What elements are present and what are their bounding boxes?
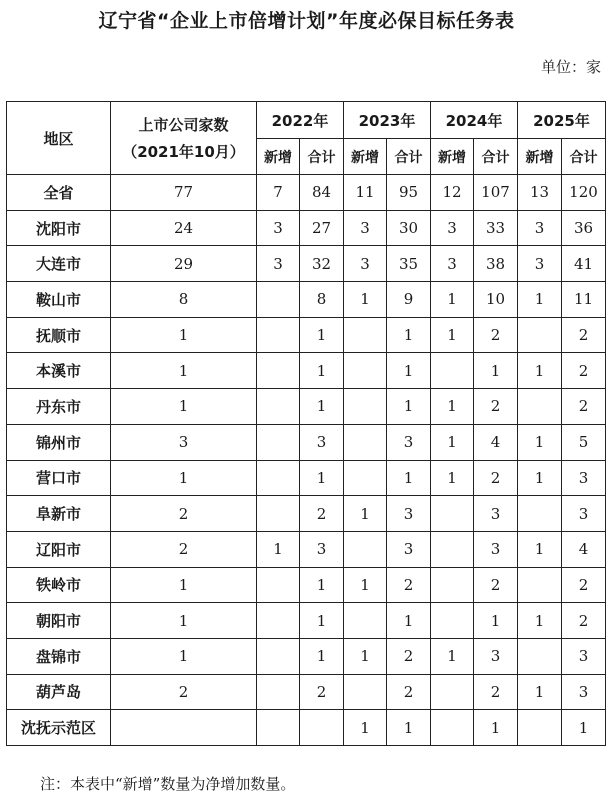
new-count-cell: 11 (344, 175, 387, 211)
header-new: 新增 (518, 139, 562, 175)
new-count-cell (518, 710, 562, 746)
header-listed-count (111, 102, 257, 175)
total-count-cell: 2 (474, 389, 518, 425)
new-count-cell: 3 (518, 210, 562, 246)
total-count-cell: 1 (474, 710, 518, 746)
total-count-cell: 3 (562, 460, 606, 496)
new-count-cell: 1 (344, 710, 387, 746)
new-count-cell: 12 (431, 175, 474, 211)
total-count-cell: 1 (387, 353, 431, 389)
new-count-cell (344, 424, 387, 460)
region-cell: 全省 (7, 175, 111, 211)
new-count-cell (518, 567, 562, 603)
new-count-cell: 1 (431, 282, 474, 318)
new-count-cell (518, 317, 562, 353)
header-year-2024: 2024年 (431, 102, 518, 139)
new-count-cell: 1 (518, 674, 562, 710)
total-count-cell: 30 (387, 210, 431, 246)
new-count-cell (431, 496, 474, 532)
total-count-cell: 1 (387, 317, 431, 353)
new-count-cell: 1 (431, 424, 474, 460)
new-count-cell: 1 (257, 531, 300, 567)
listed-count-cell: 1 (111, 603, 257, 639)
new-count-cell (344, 317, 387, 353)
total-count-cell: 2 (474, 674, 518, 710)
table-row (7, 389, 606, 425)
new-count-cell (431, 353, 474, 389)
total-count-cell: 4 (474, 424, 518, 460)
new-count-cell: 1 (518, 603, 562, 639)
region-cell: 鞍山市 (7, 282, 111, 318)
header-total: 合计 (474, 139, 518, 175)
listed-count-cell: 1 (111, 567, 257, 603)
table-row (7, 638, 606, 674)
total-count-cell (300, 710, 344, 746)
total-count-cell: 2 (562, 317, 606, 353)
region-cell: 抚顺市 (7, 317, 111, 353)
total-count-cell: 1 (300, 389, 344, 425)
header-total: 合计 (562, 139, 606, 175)
new-count-cell (344, 603, 387, 639)
total-count-cell: 2 (562, 603, 606, 639)
total-count-cell: 1 (300, 460, 344, 496)
new-count-cell: 3 (518, 246, 562, 282)
new-count-cell: 1 (344, 282, 387, 318)
listed-count-cell: 2 (111, 496, 257, 532)
new-count-cell: 1 (431, 389, 474, 425)
region-cell: 盘锦市 (7, 638, 111, 674)
total-count-cell: 1 (300, 567, 344, 603)
listed-count-cell: 2 (111, 531, 257, 567)
unit-label: 单位：家 (540, 58, 601, 76)
total-count-cell: 2 (562, 389, 606, 425)
new-count-cell: 3 (431, 246, 474, 282)
listed-count-cell: 24 (111, 210, 257, 246)
new-count-cell (257, 317, 300, 353)
total-count-cell: 1 (562, 710, 606, 746)
total-count-cell: 120 (562, 175, 606, 211)
footnote: 注：本表中“新增”数量为净增加数量。 (40, 775, 296, 793)
region-cell: 锦州市 (7, 424, 111, 460)
region-cell: 朝阳市 (7, 603, 111, 639)
new-count-cell: 3 (257, 246, 300, 282)
table-row (7, 210, 606, 246)
total-count-cell: 1 (300, 353, 344, 389)
total-count-cell: 1 (300, 638, 344, 674)
total-count-cell: 3 (474, 496, 518, 532)
total-count-cell: 36 (562, 210, 606, 246)
total-count-cell: 3 (300, 424, 344, 460)
new-count-cell (431, 567, 474, 603)
target-table (6, 101, 606, 746)
new-count-cell: 3 (431, 210, 474, 246)
total-count-cell: 32 (300, 246, 344, 282)
new-count-cell (257, 603, 300, 639)
header-year-2025: 2025年 (518, 102, 606, 139)
new-count-cell (344, 460, 387, 496)
total-count-cell: 1 (474, 353, 518, 389)
total-count-cell: 33 (474, 210, 518, 246)
new-count-cell (344, 389, 387, 425)
new-count-cell: 1 (431, 638, 474, 674)
total-count-cell: 10 (474, 282, 518, 318)
table-row (7, 282, 606, 318)
region-cell: 丹东市 (7, 389, 111, 425)
header-year-2022: 2022年 (257, 102, 344, 139)
total-count-cell: 3 (562, 674, 606, 710)
header-new: 新增 (257, 139, 300, 175)
total-count-cell: 3 (387, 496, 431, 532)
new-count-cell (344, 531, 387, 567)
new-count-cell (518, 389, 562, 425)
new-count-cell: 1 (518, 531, 562, 567)
total-count-cell: 1 (474, 603, 518, 639)
new-count-cell (257, 674, 300, 710)
total-count-cell: 1 (300, 603, 344, 639)
table-row (7, 710, 606, 746)
region-cell: 营口市 (7, 460, 111, 496)
total-count-cell: 3 (474, 531, 518, 567)
new-count-cell (257, 282, 300, 318)
new-count-cell: 1 (344, 638, 387, 674)
total-count-cell: 2 (300, 496, 344, 532)
header-new: 新增 (431, 139, 474, 175)
header-row-years (7, 102, 606, 139)
new-count-cell: 1 (344, 496, 387, 532)
region-cell: 大连市 (7, 246, 111, 282)
new-count-cell (257, 424, 300, 460)
total-count-cell: 3 (300, 531, 344, 567)
total-count-cell: 4 (562, 531, 606, 567)
new-count-cell (431, 603, 474, 639)
new-count-cell: 3 (257, 210, 300, 246)
new-count-cell: 1 (518, 460, 562, 496)
new-count-cell: 13 (518, 175, 562, 211)
total-count-cell: 107 (474, 175, 518, 211)
table-row (7, 424, 606, 460)
new-count-cell: 7 (257, 175, 300, 211)
new-count-cell (518, 638, 562, 674)
total-count-cell: 1 (387, 389, 431, 425)
listed-count-cell: 77 (111, 175, 257, 211)
total-count-cell: 2 (387, 674, 431, 710)
total-count-cell: 3 (387, 424, 431, 460)
table-body (7, 102, 606, 746)
new-count-cell: 3 (344, 246, 387, 282)
total-count-cell: 84 (300, 175, 344, 211)
total-count-cell: 2 (474, 567, 518, 603)
header-total: 合计 (387, 139, 431, 175)
listed-count-cell: 1 (111, 389, 257, 425)
table-row (7, 317, 606, 353)
listed-count-cell: 8 (111, 282, 257, 318)
new-count-cell: 1 (344, 567, 387, 603)
header-year-2023: 2023年 (344, 102, 431, 139)
total-count-cell: 2 (387, 638, 431, 674)
total-count-cell: 1 (387, 603, 431, 639)
total-count-cell: 2 (562, 567, 606, 603)
header-total: 合计 (300, 139, 344, 175)
listed-count-cell (111, 710, 257, 746)
total-count-cell: 27 (300, 210, 344, 246)
total-count-cell: 8 (300, 282, 344, 318)
total-count-cell: 9 (387, 282, 431, 318)
total-count-cell: 3 (562, 638, 606, 674)
total-count-cell: 95 (387, 175, 431, 211)
header-new: 新增 (344, 139, 387, 175)
table-row (7, 674, 606, 710)
new-count-cell (257, 460, 300, 496)
listed-count-cell: 29 (111, 246, 257, 282)
region-cell: 铁岭市 (7, 567, 111, 603)
total-count-cell: 1 (387, 460, 431, 496)
total-count-cell: 38 (474, 246, 518, 282)
region-cell: 沈抚示范区 (7, 710, 111, 746)
total-count-cell: 11 (562, 282, 606, 318)
listed-count-cell: 1 (111, 460, 257, 496)
listed-count-cell: 3 (111, 424, 257, 460)
total-count-cell: 41 (562, 246, 606, 282)
new-count-cell (257, 353, 300, 389)
page-title: 辽宁省“企业上市倍增计划”年度必保目标任务表 (98, 10, 515, 32)
region-cell: 沈阳市 (7, 210, 111, 246)
new-count-cell (257, 710, 300, 746)
region-cell: 葫芦岛 (7, 674, 111, 710)
listed-count-cell: 1 (111, 353, 257, 389)
total-count-cell: 35 (387, 246, 431, 282)
table-row (7, 246, 606, 282)
total-count-cell: 2 (562, 353, 606, 389)
total-count-cell: 2 (474, 460, 518, 496)
total-count-cell: 2 (300, 674, 344, 710)
new-count-cell (257, 638, 300, 674)
total-count-cell: 3 (562, 496, 606, 532)
region-cell: 本溪市 (7, 353, 111, 389)
new-count-cell (257, 496, 300, 532)
listed-count-cell: 1 (111, 638, 257, 674)
total-count-cell: 1 (387, 710, 431, 746)
total-count-cell: 5 (562, 424, 606, 460)
total-count-cell: 1 (300, 317, 344, 353)
new-count-cell (518, 496, 562, 532)
header-listed-line2: （2021年10月） (122, 143, 245, 161)
new-count-cell: 1 (518, 282, 562, 318)
table-row (7, 496, 606, 532)
new-count-cell (431, 531, 474, 567)
new-count-cell: 1 (518, 353, 562, 389)
listed-count-cell: 2 (111, 674, 257, 710)
header-listed-line1: 上市公司家数 (138, 116, 229, 134)
table-row (7, 603, 606, 639)
table-row (7, 531, 606, 567)
table-row (7, 353, 606, 389)
new-count-cell: 3 (344, 210, 387, 246)
region-cell: 辽阳市 (7, 531, 111, 567)
total-count-cell: 3 (474, 638, 518, 674)
new-count-cell (257, 389, 300, 425)
total-count-cell: 3 (387, 531, 431, 567)
listed-count-cell: 1 (111, 317, 257, 353)
new-count-cell: 1 (431, 317, 474, 353)
header-region: 地区 (7, 102, 111, 175)
new-count-cell: 1 (518, 424, 562, 460)
total-count-cell: 2 (474, 317, 518, 353)
new-count-cell (344, 353, 387, 389)
table-row (7, 567, 606, 603)
new-count-cell (431, 710, 474, 746)
table-row (7, 460, 606, 496)
new-count-cell: 1 (431, 460, 474, 496)
table-row (7, 175, 606, 211)
region-cell: 阜新市 (7, 496, 111, 532)
total-count-cell: 2 (387, 567, 431, 603)
new-count-cell (344, 674, 387, 710)
new-count-cell (431, 674, 474, 710)
new-count-cell (257, 567, 300, 603)
